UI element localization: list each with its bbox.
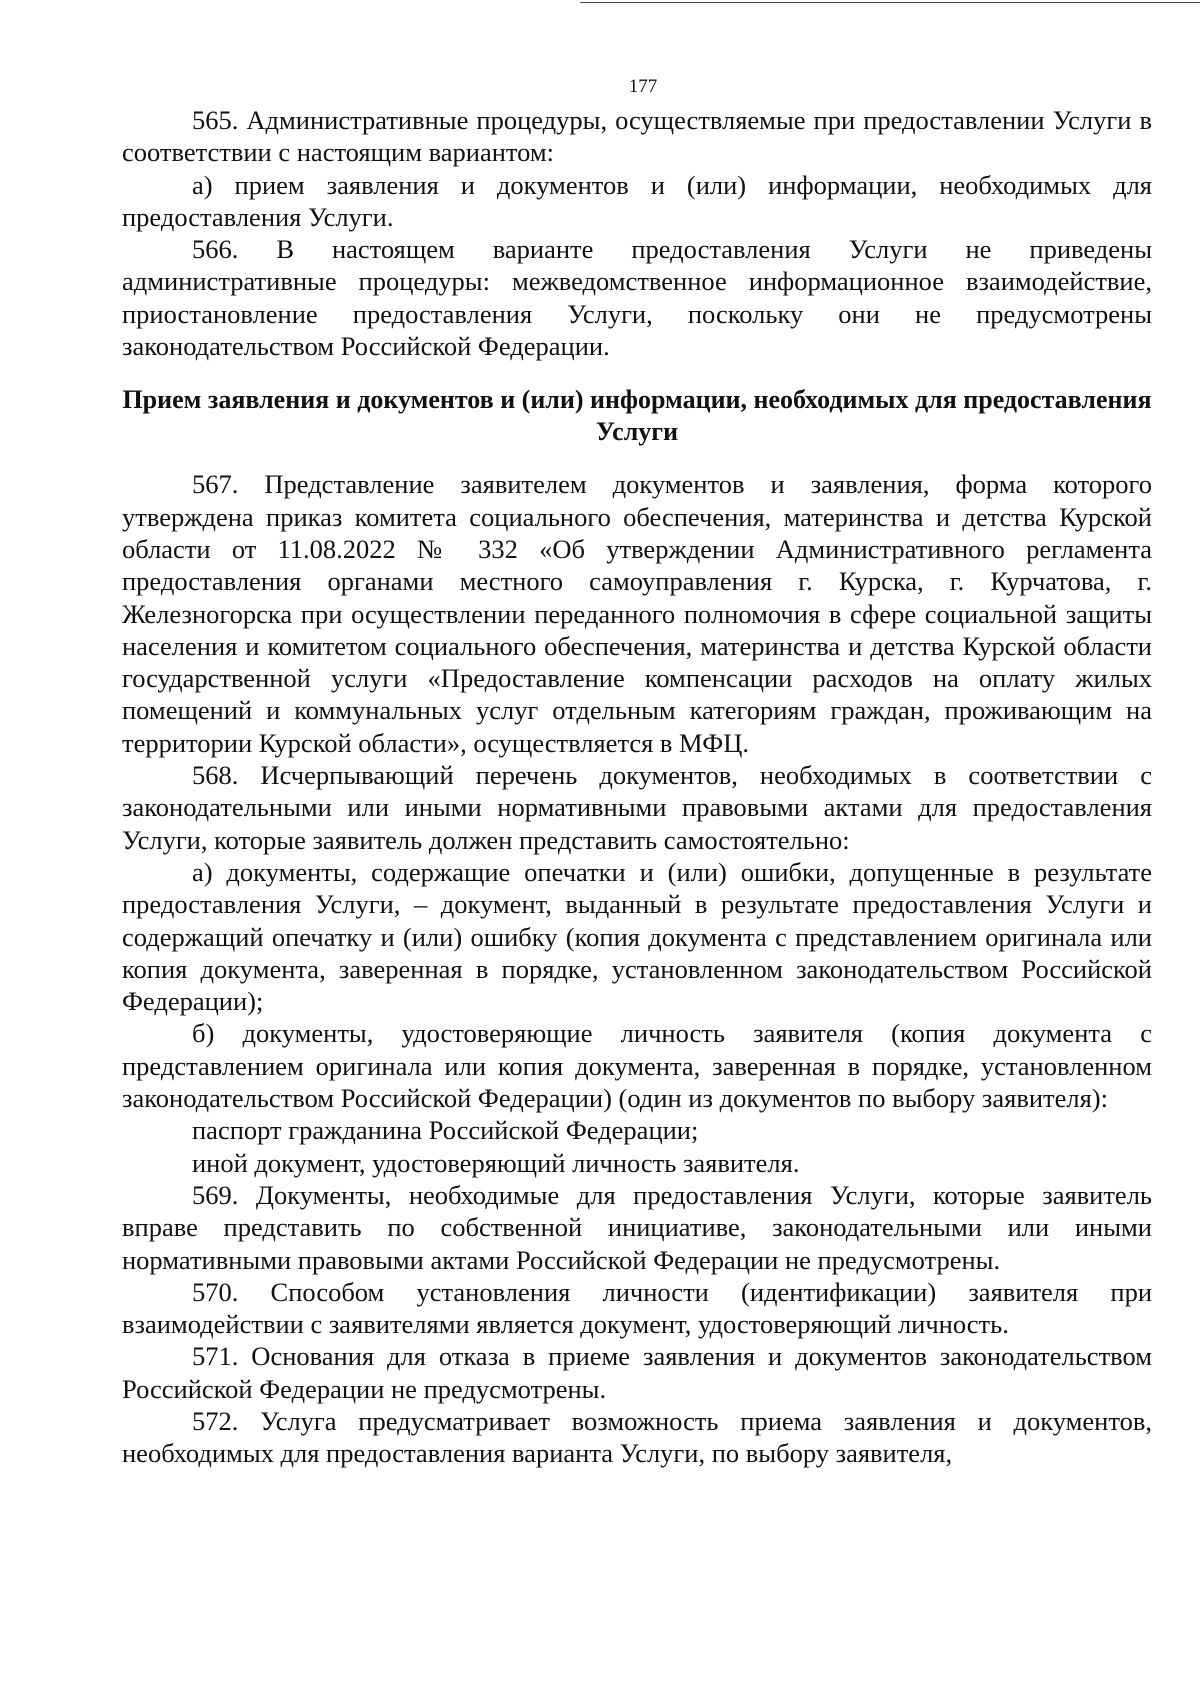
list-item-passport: паспорт гражданина Российской Федерации; xyxy=(192,1115,699,1146)
paragraph-565-a: а) прием заявления и документов и (или) информации, необходимых для предоставления Услуги. xyxy=(122,169,1152,232)
paragraph-569: 569. Документы, необходимые для предоставления Услуги, которые заявитель вправе представить по собственной инициативе, законодательными или иными нормативными правовыми актами Российской Федерации не предусмотрены. xyxy=(122,1179,1152,1275)
paragraph-570: 570. Способом установления личности (идентификации) заявителя при взаимодействии с заявителями является документ, удостоверяющий личность. xyxy=(122,1276,1152,1340)
section-heading: Прием заявления и документов и (или) информации, необходимых для предоставления Услуги xyxy=(122,385,1152,447)
paragraph-568-a: а) документы, содержащие опечатки и (или) ошибки, допущенные в результате предоставления Услуги, – документ, выданный в результате предоставления Услуги и содержащий опечатку и (или) ошибку (копия документа с представлением оригинала или копия документа, заверенная в порядке, установленном законодательством Российской Федерации); xyxy=(122,856,1152,1017)
top-rule xyxy=(580,2,1200,3)
paragraph-567: 567. Представление заявителем документов и заявления, форма которого утверждена приказ комитета социального обеспечения, материнства и детства Курской области от 11.08.2022 № 332 «Об утверждении Административного регламента предоставления органами местного самоуправления г. Курска, г. Курчатова, г. Железногорска при осуществлении переданного полномочия в сфере социальной защиты населения и комитетом социального обеспечения, материнства и детства Курской области государственной услуги «Предоставление компенсации расходов на оплату жилых помещений и коммунальных услуг отдельным категориям граждан, проживающим на территории Курской области», осуществляется в МФЦ. xyxy=(122,469,1152,758)
paragraph-568-b: б) документы, удостоверяющие личность заявителя (копия документа с представлением оригинала или копия документа, заверенная в порядке, установленном законодательством Российской Федерации) (один из документов по выбору заявителя): xyxy=(122,1018,1152,1114)
paragraph-566: 566. В настоящем варианте предоставления Услуги не приведены административные процедуры: межведомственное информационное взаимодействие, приостановление предоставления Услуги, поскольку они не предусмотрены законодательством Российской Федерации. xyxy=(122,234,1152,362)
paragraph-572: 572. Услуга предусматривает возможность приема заявления и документов, необходимых для предоставления варианта Услуги, по выбору заявителя, xyxy=(122,1405,1152,1469)
page-number: 177 xyxy=(628,76,658,97)
document-page xyxy=(122,70,1152,1470)
paragraph-565: 565. Административные процедуры, осуществляемые при предоставлении Услуги в соответствии с настоящим вариантом: xyxy=(122,105,1152,168)
paragraph-571: 571. Основания для отказа в приеме заявления и документов законодательством Российской Федерации не предусмотрены. xyxy=(122,1341,1152,1404)
list-item-other-document: иной документ, удостоверяющий личность заявителя. xyxy=(192,1147,800,1178)
paragraph-568: 568. Исчерпывающий перечень документов, необходимых в соответствии с законодательными или иными нормативными правовыми актами для предоставления Услуги, которые заявитель должен представить самостоятельно: xyxy=(122,760,1152,855)
